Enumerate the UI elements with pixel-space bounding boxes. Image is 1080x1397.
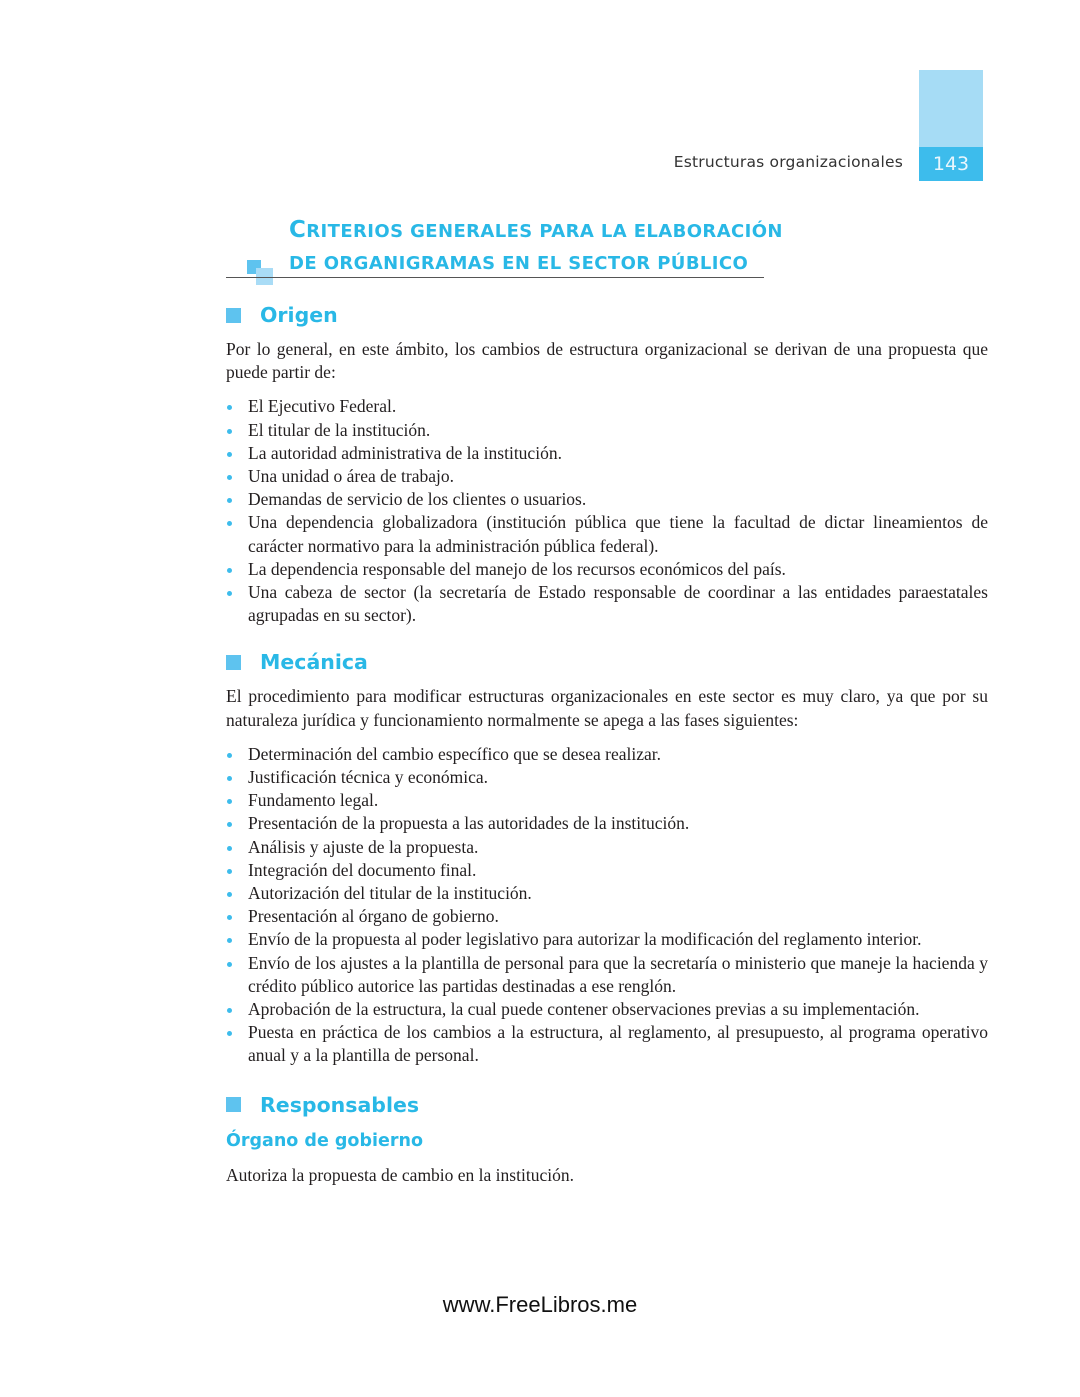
subheading-organo-de-gobierno: Órgano de gobierno	[226, 1130, 423, 1151]
list-item: Aprobación de la estructura, la cual puede contener observaciones previas a su implementación.	[226, 998, 988, 1021]
bullet-icon	[227, 799, 232, 804]
list-item: Envío de los ajustes a la plantilla de personal para que la secretaría o ministerio que maneje la hacienda y crédito público autorice las partidas destinadas a ese renglón.	[226, 952, 988, 998]
bullet-icon	[227, 915, 232, 920]
bullet-icon	[227, 452, 232, 457]
list-item: La autoridad administrativa de la institución.	[226, 442, 988, 465]
list-item: Demandas de servicio de los clientes o usuarios.	[226, 488, 988, 511]
bullet-icon	[227, 938, 232, 943]
origen-list	[226, 395, 988, 627]
bullet-icon	[227, 869, 232, 874]
list-item: Una dependencia globalizadora (institución pública que tiene la facultad de dictar lineamientos de carácter normativo para la administración pública federal).	[226, 511, 988, 557]
responsables-text: Autoriza la propuesta de cambio en la institución.	[226, 1164, 574, 1185]
mecanica-intro: El procedimiento para modificar estructuras organizacionales en este sector es muy claro, ya que por su naturaleza jurídica y funcionamiento normalmente se apega a las fases siguientes:	[226, 686, 988, 730]
bullet-icon	[227, 405, 232, 410]
bullet-icon	[227, 776, 232, 781]
bullet-icon	[227, 846, 232, 851]
list-item: Análisis y ajuste de la propuesta.	[226, 836, 988, 859]
list-item: Una cabeza de sector (la secretaría de Estado responsable de coordinar a las entidades paraestatales agrupadas en su sector).	[226, 581, 988, 627]
title-underline	[226, 277, 764, 278]
chapter-title-line2: DE ORGANIGRAMAS EN EL SECTOR PÚBLICO	[289, 253, 749, 274]
chapter-title-line1: CRITERIOS GENERALES PARA LA ELABORACIÓN	[289, 217, 783, 243]
list-item: Justificación técnica y económica.	[226, 766, 988, 789]
bullet-icon	[227, 568, 232, 573]
list-item: Una unidad o área de trabajo.	[226, 465, 988, 488]
list-item: La dependencia responsable del manejo de los recursos económicos del país.	[226, 558, 988, 581]
running-header: Estructuras organizacionales	[673, 153, 903, 171]
bullet-icon	[227, 498, 232, 503]
list-item: Presentación de la propuesta a las autoridades de la institución.	[226, 812, 988, 835]
origen-intro: Por lo general, en este ámbito, los cambios de estructura organizacional se derivan de una propuesta que puede partir de:	[226, 339, 988, 383]
bullet-icon	[227, 962, 232, 967]
bullet-icon	[227, 892, 232, 897]
bullet-icon	[227, 753, 232, 758]
list-item: Autorización del titular de la institución.	[226, 882, 988, 905]
page-tab-decoration	[919, 70, 983, 147]
chapter-title	[289, 214, 783, 280]
list-item: El titular de la institución.	[226, 419, 988, 442]
section-heading-mecanica: Mecánica	[226, 647, 988, 677]
bullet-icon	[227, 1008, 232, 1013]
square-bullet-icon	[226, 308, 241, 323]
bullet-icon	[227, 822, 232, 827]
main-content	[226, 300, 988, 1187]
list-item: Integración del documento final.	[226, 859, 988, 882]
square-bullet-icon	[226, 1097, 241, 1112]
mecanica-list	[226, 743, 988, 1068]
section-heading-origen: Origen	[226, 300, 988, 330]
bullet-icon	[227, 591, 232, 596]
list-item: El Ejecutivo Federal.	[226, 395, 988, 418]
bullet-icon	[227, 475, 232, 480]
bullet-icon	[227, 521, 232, 526]
section-heading-responsables: Responsables	[226, 1090, 988, 1120]
list-item: Fundamento legal.	[226, 789, 988, 812]
bullet-icon	[227, 1031, 232, 1036]
bullet-icon	[227, 429, 232, 434]
list-item: Envío de la propuesta al poder legislativo para autorizar la modificación del reglamento interior.	[226, 928, 988, 951]
list-item: Determinación del cambio específico que se desea realizar.	[226, 743, 988, 766]
square-bullet-icon	[226, 655, 241, 670]
page-number: 143	[919, 147, 983, 181]
list-item: Presentación al órgano de gobierno.	[226, 905, 988, 928]
list-item: Puesta en práctica de los cambios a la estructura, al reglamento, al presupuesto, al programa operativo anual y a la plantilla de personal.	[226, 1021, 988, 1067]
footer-watermark: www.FreeLibros.me	[442, 1292, 638, 1317]
